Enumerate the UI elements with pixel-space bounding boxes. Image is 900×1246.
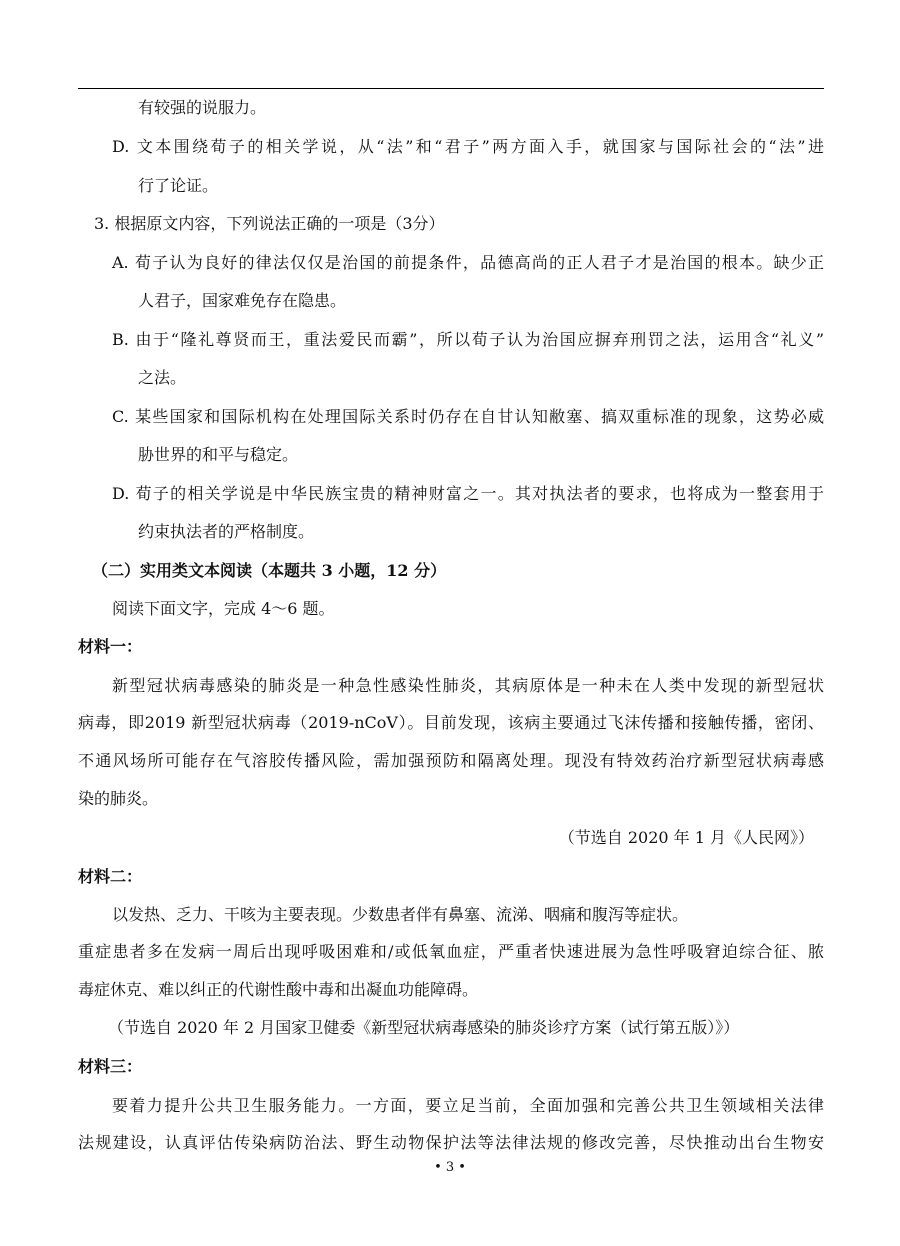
paragraph-line: 毒症休克、难以纠正的代谢性酸中毒和出凝血功能障碍。 [78, 980, 479, 999]
text-line: 胁世界的和平与稳定。 [138, 445, 299, 464]
source-citation: （节选自 2020 年 2 月国家卫健委《新型冠状病毒感染的肺炎诊疗方案（试行第五版）》） [108, 1018, 740, 1037]
text-line: 行了论证。 [138, 176, 219, 195]
paragraph-line: 新型冠状病毒感染的肺炎是一种急性感染性肺炎，其病原体是一种未在人类中发现的新型冠状 [112, 676, 824, 695]
source-citation: （节选自 2020 年 1 月《人民网》） [558, 828, 814, 847]
option-c-line: C. 某些国家和国际机构在处理国际关系时仍存在自甘认知敝塞、搞双重标准的现象，这势必威 [112, 407, 824, 426]
question-3: 3. 根据原文内容，下列说法正确的一项是（3分） [94, 214, 445, 233]
paragraph-line: 重症患者多在发病一周后出现呼吸困难和/或低氧血症，严重者快速进展为急性呼吸窘迫综合征、脓 [78, 942, 824, 961]
option-a-line: A. 荀子认为良好的律法仅仅是治国的前提条件，品德高尚的正人君子才是治国的根本。缺少正 [112, 253, 824, 272]
page-number: • 3 • [434, 1160, 466, 1175]
paragraph-line: 要着力提升公共卫生服务能力。一方面，要立足当前，全面加强和完善公共卫生领域相关法律 [112, 1096, 824, 1115]
header-rule [78, 88, 824, 89]
instruction: 阅读下面文字，完成 4～6 题。 [112, 599, 335, 618]
text-line: 之法。 [138, 368, 187, 387]
option-d-line: D. 荀子的相关学说是中华民族宝贵的精神财富之一。其对执法者的要求，也将成为一整套用于 [112, 484, 824, 503]
option-b-line: B. 由于“隆礼尊贤而王，重法爱民而霸”，所以荀子认为治国应摒弃刑罚之法，运用含“礼义” [112, 330, 824, 349]
material-1-heading: 材料一： [78, 637, 143, 656]
paragraph-line: 以发热、乏力、干咳为主要表现。少数患者伴有鼻塞、流涕、咽痛和腹泻等症状。 [112, 905, 689, 924]
paragraph-line: 不通风场所可能存在气溶胶传播风险，需加强预防和隔离处理。现没有特效药治疗新型冠状病毒感 [78, 751, 824, 770]
text-line: 人君子，国家难免存在隐患。 [138, 291, 347, 310]
paragraph-line: 染的肺炎。 [78, 789, 159, 808]
option-d-line: D. 文本围绕荀子的相关学说，从“法”和“君子”两方面入手，就国家与国际社会的“法”进 [112, 137, 824, 156]
section-heading: （二）实用类文本阅读（本题共 3 小题，12 分） [92, 561, 447, 580]
paragraph-line: 病毒，即2019 新型冠状病毒（2019-nCoV）。目前发现，该病主要通过飞沫传播和接触传播，密闭、 [78, 713, 824, 732]
text-line: 有较强的说服力。 [138, 98, 267, 117]
material-2-heading: 材料二： [78, 867, 143, 886]
material-3-heading: 材料三： [78, 1057, 143, 1076]
text-line: 约束执法者的严格制度。 [138, 522, 315, 541]
paragraph-line: 法规建设，认真评估传染病防治法、野生动物保护法等法律法规的修改完善，尽快推动出台生物安 [78, 1133, 824, 1152]
